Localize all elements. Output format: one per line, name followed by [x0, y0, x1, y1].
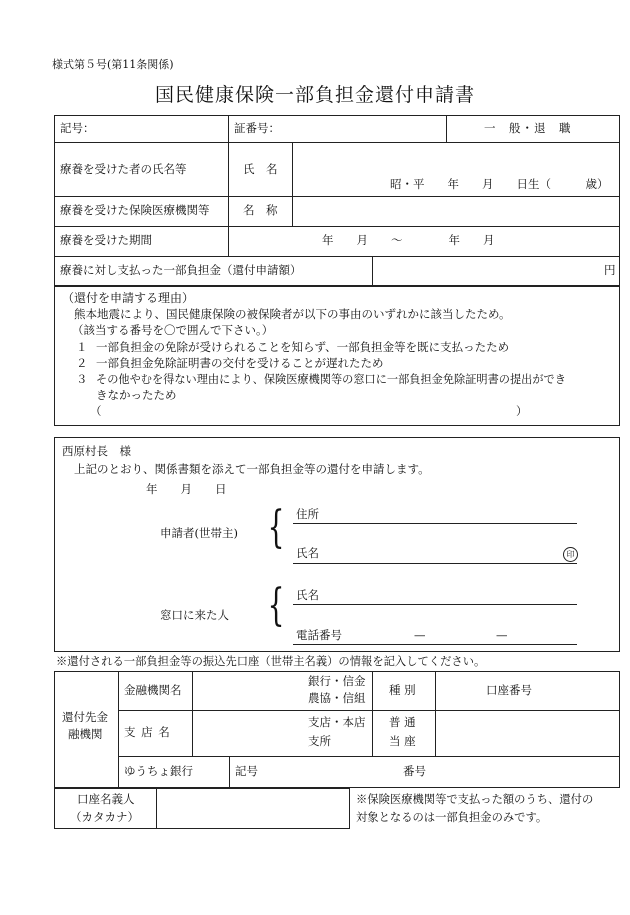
amount-unit: 円	[604, 263, 616, 277]
visitor-name-line[interactable]	[293, 604, 577, 605]
applicant-name-label: 氏名	[296, 546, 319, 560]
phone-dash-1: —	[414, 628, 426, 642]
yucho-bango-label: 番号	[403, 764, 426, 778]
branch-type-option-2[interactable]: 支所	[308, 734, 331, 748]
account-number-label: 口座番号	[486, 683, 532, 697]
applicant-address-label: 住所	[296, 507, 319, 521]
applicant-brace: {	[267, 502, 285, 553]
reason-intro: 熊本地震により、国民健康保険の被保険者が以下の事由のいずれかに該当したため。	[74, 307, 511, 321]
addressee: 西原村長 様	[62, 444, 131, 458]
refund-bank-label-2: 融機関	[68, 727, 103, 741]
page-title: 国民健康保険一部負担金還付申請書	[154, 84, 475, 106]
application-date-field[interactable]: 年 月 日	[146, 482, 227, 496]
account-holder-label: 口座名義人	[77, 792, 135, 806]
amount-row-label: 療養に対し支払った一部負担金（還付申請額）	[60, 263, 302, 277]
refund-bank-label-1: 還付先金	[62, 710, 108, 724]
bank-type-option-1[interactable]: 銀行・信金	[308, 674, 366, 688]
reason-heading: （還付を申請する理由）	[62, 291, 195, 305]
visitor-name-label: 氏名	[296, 588, 319, 602]
account-type-label: 種 別	[389, 683, 416, 697]
reason-instruction: （該当する番号を〇で囲んで下さい。）	[72, 323, 274, 337]
applicant-address-line[interactable]	[293, 523, 577, 524]
bank-note: ※還付される一部負担金等の振込先口座（世帯主名義）の情報を記入してください。	[56, 655, 486, 668]
reason-item-1-number[interactable]: １	[76, 340, 88, 354]
yucho-kigo-label: 記号	[235, 764, 258, 778]
branch-type-option-1[interactable]: 支店・本店	[308, 715, 366, 729]
kigo-label: 記号：	[60, 121, 95, 135]
application-statement: 上記のとおり、関係書類を添えて一部負担金等の還付を申請します。	[74, 462, 430, 476]
institution-name-label: 金融機関名	[124, 683, 182, 697]
other-reason-open-paren: （	[90, 404, 102, 418]
account-type-toza[interactable]: 当 座	[389, 734, 416, 748]
period-field[interactable]: 年 月 ～ 年 月	[322, 233, 495, 247]
other-reason-close-paren: ）	[516, 404, 528, 418]
reason-item-3-continued: きなかったため	[96, 388, 177, 402]
reason-item-3: その他やむを得ない理由により、保険医療機関等の窓口に一部負担金免除証明書の提出ができ	[96, 373, 566, 386]
institution-name-label: 名 称	[243, 203, 278, 217]
period-row-label: 療養を受けた期間	[60, 233, 152, 247]
institution-row-label: 療養を受けた保険医療機関等	[60, 203, 210, 217]
reason-item-1: 一部負担金の免除が受けられることを知らず、一部負担金等を既に支払ったため	[96, 340, 510, 354]
shoban-label: 証番号：	[234, 121, 280, 135]
account-type-futsu[interactable]: 普 通	[389, 715, 416, 729]
insurance-category[interactable]: 一 般・退 職	[484, 121, 572, 135]
seal-mark: 印	[563, 547, 578, 562]
patient-info-table	[54, 115, 620, 286]
phone-label: 電話番号	[296, 628, 342, 642]
reason-item-2: 一部負担金免除証明書の交付を受けることが遅れたため	[96, 356, 384, 370]
yucho-bank-label: ゆうちょ銀行	[124, 764, 193, 778]
applicant-label: 申請者(世帯主)	[160, 526, 238, 540]
footnote-line-2: 対象となるのは一部負担金のみです。	[356, 811, 548, 824]
branch-name-label: 支 店 名	[124, 725, 171, 739]
phone-line[interactable]	[293, 644, 577, 645]
patient-name-row-label: 療養を受けた者の氏名等	[60, 162, 187, 176]
reason-item-2-number[interactable]: ２	[76, 356, 88, 370]
reason-item-3-number[interactable]: ３	[76, 372, 88, 386]
form-number: 様式第５号(第11条関係)	[52, 58, 174, 71]
bank-type-option-2[interactable]: 農協・信組	[308, 691, 366, 705]
visitor-brace: {	[267, 580, 285, 631]
applicant-name-line[interactable]	[293, 563, 577, 564]
birth-date-field[interactable]: 昭・平 年 月 日生（ 歳）	[390, 177, 609, 191]
account-holder-katakana-label: （カタカナ）	[70, 810, 139, 824]
name-label: 氏 名	[243, 162, 278, 176]
phone-dash-2: —	[496, 628, 508, 642]
visitor-label: 窓口に来た人	[160, 608, 229, 622]
footnote-line-1: ※保険医療機関等で支払った額のうち、還付の	[356, 793, 594, 806]
